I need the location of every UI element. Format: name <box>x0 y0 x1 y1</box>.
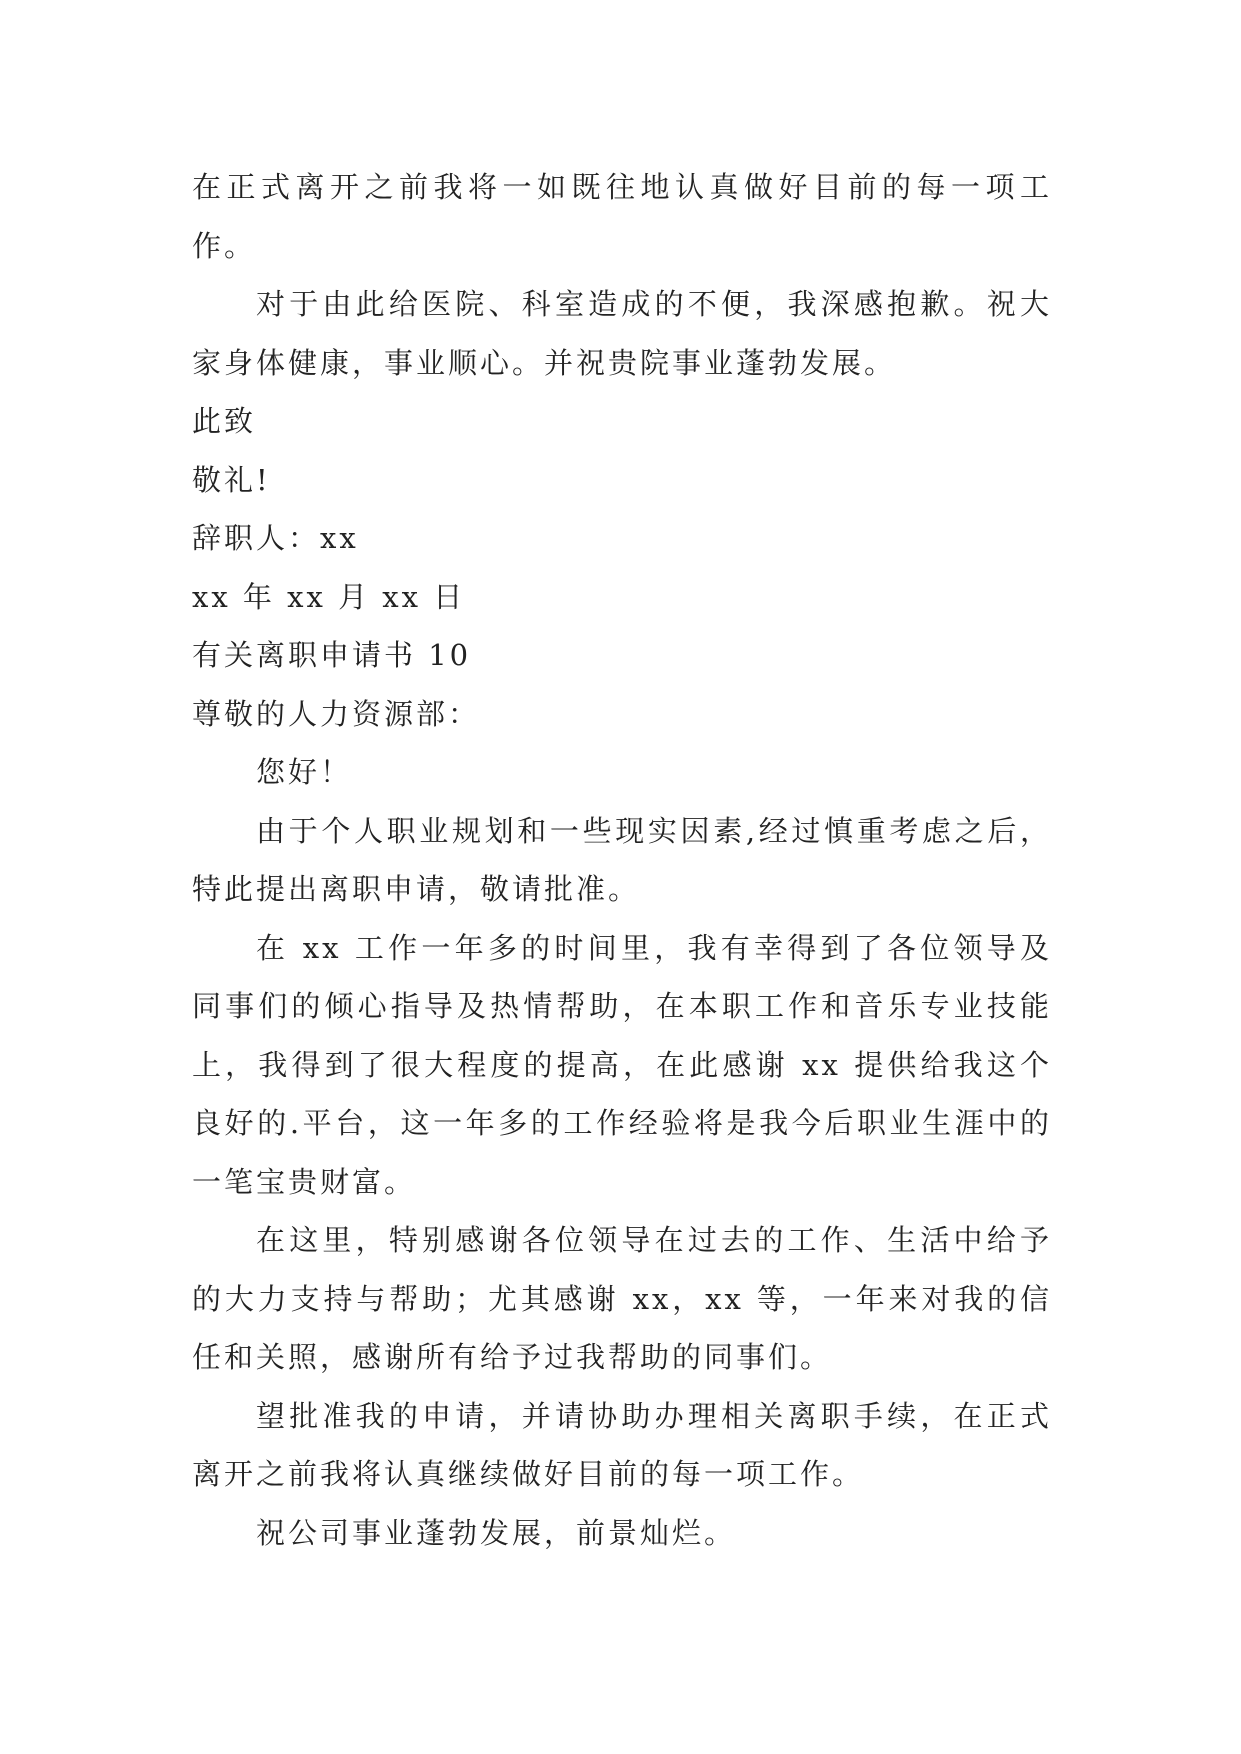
section-heading: 有关离职申请书 10 <box>192 638 472 672</box>
paragraph-request: 望批准我的申请，并请协助办理相关离职手续，在正式离开之前我将认真继续做好目前的每一项工作。 <box>192 1398 1052 1491</box>
greeting-line: 您好！ <box>256 755 353 789</box>
paragraph-reason: 由于个人职业规划和一些现实因素,经过慎重考虑之后，特此提出离职申请，敬请批准。 <box>192 813 1052 906</box>
recipient-line: 尊敬的人力资源部： <box>192 696 481 731</box>
closing-salutation: 此致 <box>192 404 257 438</box>
date-line: xx 年 xx 月 xx 日 <box>192 579 466 614</box>
signature-line: 辞职人：xx <box>192 521 359 555</box>
closing-regards: 敬礼! <box>192 462 271 497</box>
paragraph-apology: 对于由此给医院、科室造成的不便，我深感抱歉。祝大家身体健康，事业顺心。并祝贵院事业蓬勃发展。 <box>192 287 1052 380</box>
paragraph-continued-work: 在正式离开之前我将一如既往地认真做好目前的每一项工作。 <box>192 170 1052 263</box>
paragraph-wishes: 祝公司事业蓬勃发展，前景灿烂。 <box>256 1515 737 1550</box>
paragraph-thanks: 在这里，特别感谢各位领导在过去的工作、生活中给予的大力支持与帮助；尤其感谢 xx，xx 等，一年来对我的信任和关照，感谢所有给予过我帮助的同事们。 <box>192 1223 1052 1374</box>
paragraph-gratitude: 在 xx 工作一年多的时间里，我有幸得到了各位领导及同事们的倾心指导及热情帮助，在本职工作和音乐专业技能上，我得到了很大程度的提高，在此感谢 xx 提供给我这个良好的.平台，这一年多的工作经验将是我今后职业生涯中的一笔宝贵财富。 <box>192 930 1052 1199</box>
document-body <box>192 158 1052 1562</box>
